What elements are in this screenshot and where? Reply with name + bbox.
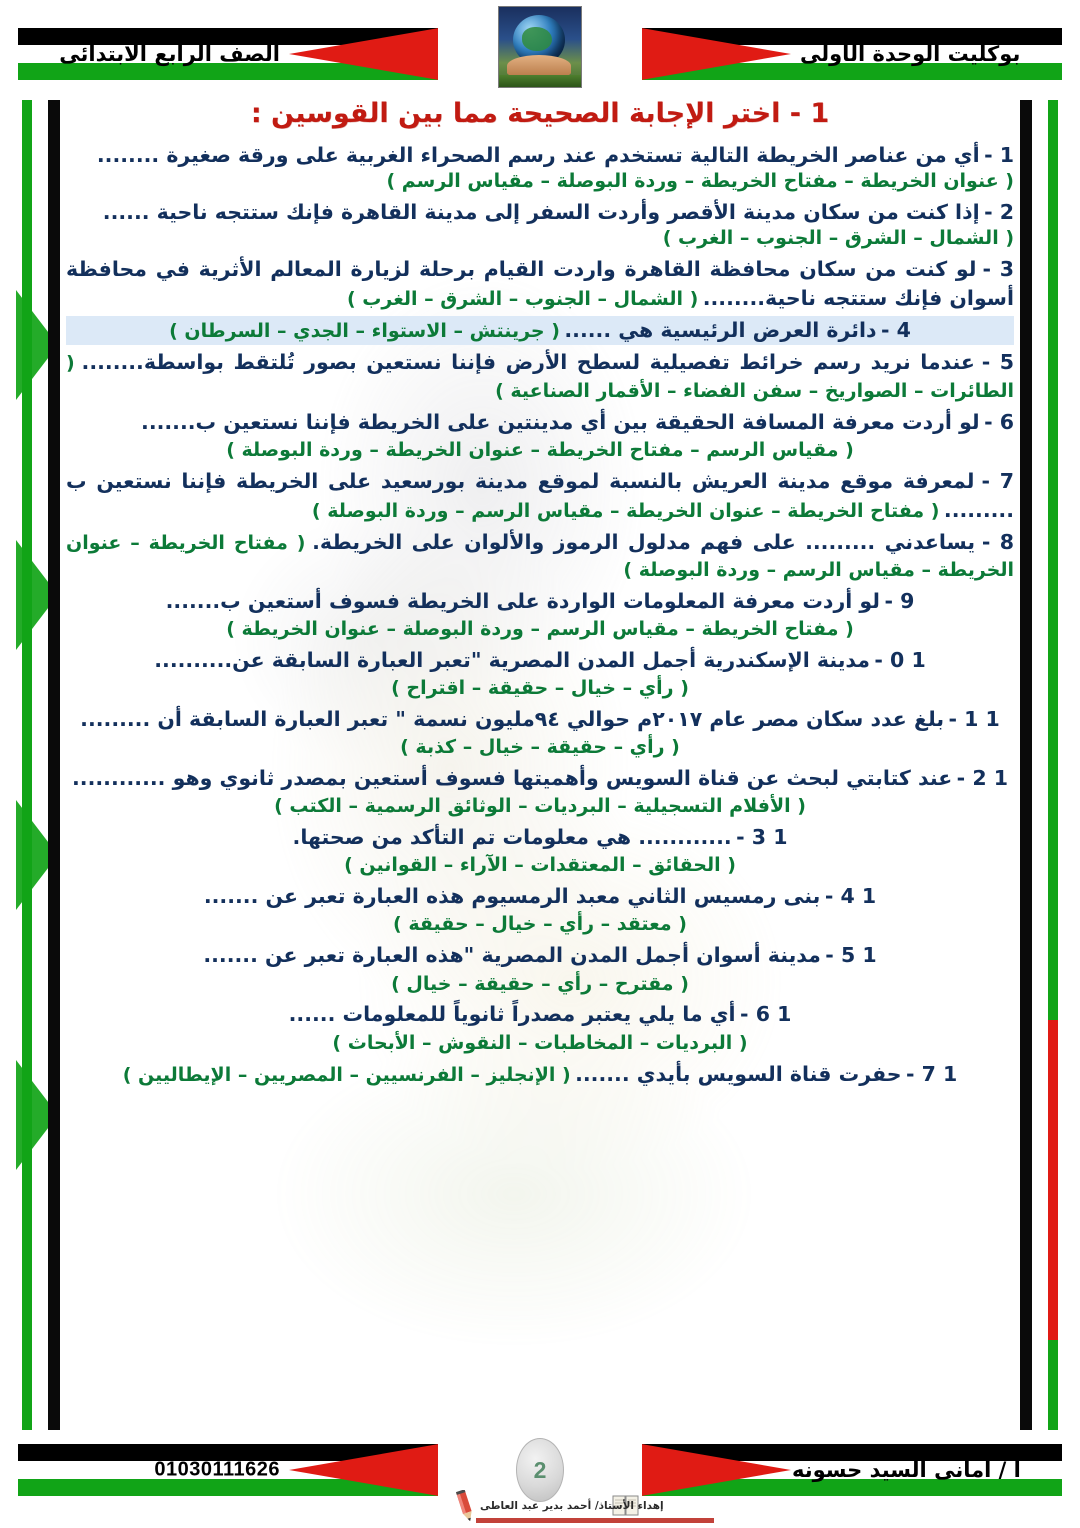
- flag-triangle-icon: [642, 1444, 791, 1496]
- question-number: 1 6 -: [740, 1002, 792, 1027]
- question-item: [66, 528, 1014, 584]
- question-options: ( الأفلام التسجيلية – البرديات – الوثائق الرسمية – الكتب ): [274, 795, 806, 818]
- question-options: ( مقترح – رأي – حقيقة – خيال ): [391, 972, 689, 995]
- question-text: أي من عناصر الخريطة التالية تستخدم عند رسم الصحراء الغربية على ورقة صغيرة ........: [96, 143, 980, 167]
- page-footer: [0, 1432, 1080, 1528]
- teacher-name: أ / أمانى السيد حسونه: [792, 1458, 1021, 1482]
- question-item: [66, 705, 1014, 761]
- question-text: حفرت قناة السويس بأيدي .......: [575, 1061, 902, 1086]
- question-options: ( مقياس الرسم – مفتاح الخريطة – عنوان الخريطة – وردة البوصلة ): [226, 438, 854, 461]
- wifi-icon: [604, 1464, 630, 1486]
- question-number: 1 1 -: [948, 707, 1000, 732]
- flag-triangle-icon: [289, 1444, 438, 1496]
- question-text: بنى رمسيس الثاني معبد الرمسيوم هذه العبارة تعبر عن .......: [203, 884, 821, 909]
- question-item: [66, 1000, 1014, 1056]
- question-text: بلغ عدد سكان مصر عام ٢٠١٧م حوالي ٩٤مليون نسمة " تعبر العبارة السابقة أن .........: [80, 707, 945, 732]
- question-options: ( الشمال – الجنوب – الشرق – الغرب ): [346, 288, 699, 311]
- question-options: ( الطائرات – الصواريخ – سفن الفضاء – الأقمار الصناعية ): [66, 352, 1014, 402]
- question-options: ( الشمال – الشرق – الجنوب – الغرب ): [662, 227, 1014, 250]
- frame-right-black-rail: [1020, 100, 1032, 1430]
- question-options: ( معتقد – رأي – خيال – حقيقة ): [393, 913, 687, 936]
- question-item: [66, 467, 1014, 525]
- question-text: دائرة العرض الرئيسية هي ......: [564, 318, 877, 343]
- question-text: لو كنت من سكان محافظة القاهرة واردت القيام برحلة لزيارة المعالم الأثرية في محافظة أسوان فإنك ستتجه ناحية........: [66, 257, 1014, 311]
- question-number: 7 -: [981, 468, 1014, 493]
- question-item: [66, 1060, 1014, 1089]
- question-text: مدينة الإسكندرية أجمل المدن المصرية "تعبر العبارة السابقة عن..........: [154, 648, 870, 673]
- question-number: 6 -: [984, 409, 1014, 434]
- frame-left-black-rail: [48, 100, 60, 1430]
- flag-triangle-icon: [642, 28, 791, 80]
- phone-number: 01030111626: [154, 1458, 280, 1481]
- hand-icon: [507, 55, 571, 77]
- question-text: عندما نريد رسم خرائط تفصيلية لسطح الأرض فإننا نستعين بصور تُلتقط بواسطة........: [81, 350, 975, 375]
- question-number: 4 -: [880, 318, 911, 343]
- booklet-flag-banner: [642, 28, 1062, 80]
- globe-in-hand-logo-icon: [498, 6, 582, 88]
- question-item: [66, 255, 1014, 313]
- dedication-text: إهداء الأستاذ/ أحمد بدير عبد العاطى: [480, 1500, 664, 1512]
- question-item: [66, 941, 1014, 997]
- question-text: إذا كنت من سكان مدينة الأقصر وأردت السفر إلى مدينة القاهرة فإنك ستتجه ناحية ......: [102, 200, 980, 225]
- grade-label: الصف الرابع الابتدائى: [59, 42, 280, 66]
- question-options: ( عنوان الخريطة – مفتاح الخريطة – وردة البوصلة – مقياس الرسم ): [386, 170, 1014, 193]
- question-options: ( الإنجليز – الفرنسيين – المصريين – الإيطاليين ): [122, 1063, 571, 1086]
- question-item: [66, 587, 1014, 643]
- question-number: 3 -: [982, 257, 1014, 282]
- question-item: [66, 348, 1014, 404]
- question-options: ( البرديات – المخاطبات – النقوش – الأبحاث ): [332, 1031, 748, 1054]
- question-options: ( جرينتش – الاستواء – الجدي – السرطان ): [169, 320, 560, 343]
- dedication-underline-bar: [476, 1518, 714, 1523]
- question-number: 8 -: [981, 529, 1015, 554]
- question-number: 5 -: [981, 350, 1015, 375]
- worksheet-content: [66, 98, 1014, 1092]
- question-item: [66, 764, 1014, 820]
- question-number: 1 0 -: [874, 648, 926, 673]
- section-title: 1 - اختر الإجابة الصحيحة مما بين القوسين :: [250, 98, 830, 129]
- question-item: [66, 823, 1014, 879]
- grade-flag-banner: [18, 28, 438, 80]
- page-header: [0, 0, 1080, 92]
- question-options: ( رأي – حقيقة – خيال – كذبة ): [400, 736, 680, 759]
- question-item: [66, 646, 1014, 702]
- question-options: ( مفتاح الخريطة – مقياس الرسم – وردة البوصلة – عنوان الخريطة ): [226, 618, 854, 641]
- grass-decoration: [499, 75, 581, 87]
- question-options: ( رأي – خيال – حقيقة – اقتراح ): [391, 677, 689, 700]
- question-text: أي ما يلي يعتبر مصدراً ثانوياً للمعلومات ......: [288, 1002, 736, 1027]
- question-number: 1 2 -: [956, 766, 1008, 791]
- question-text: عند كتابتي لبحث عن قناة السويس وأهميتها فسوف أستعين بمصدر ثانوي وهو ............: [72, 766, 953, 791]
- question-number: 9 -: [884, 588, 915, 613]
- question-number: 1 3 -: [736, 825, 788, 850]
- page-number-badge: 2: [516, 1438, 564, 1502]
- question-text: لو أردت معرفة المعلومات الواردة على الخريطة فسوف أستعين ب.......: [165, 588, 880, 613]
- question-number: 1 7 -: [905, 1061, 958, 1086]
- teacher-flag-banner: [642, 1444, 1062, 1496]
- frame-right-red-rail: [1048, 1020, 1058, 1340]
- flag-triangle-icon: [289, 28, 438, 80]
- question-text: لو أردت معرفة المسافة الحقيقة بين أي مدينتين على الخريطة فإننا نستعين ب.......: [141, 409, 980, 434]
- booklet-label: بوكليت الوحدة الأولى: [800, 42, 1021, 66]
- question-text: لمعرفة موقع مدينة العريش بالنسبة لموقع مدينة بورسعيد على الخريطة فإننا نستعين ب .........: [66, 468, 1014, 522]
- question-options: ( مفتاح الخريطة – عنوان الخريطة – مقياس الرسم – وردة البوصلة ): [311, 499, 940, 522]
- question-item: [66, 316, 1014, 345]
- question-text: يساعدني ......... على فهم مدلول الرموز والألوان على الخريطة.: [312, 529, 976, 554]
- pencil-icon: [452, 1490, 478, 1524]
- question-options: ( مفتاح الخريطة – عنوان الخريطة – مقياس الرسم – وردة البوصلة ): [66, 531, 1014, 581]
- question-text: مدينة أسوان أجمل المدن المصرية "هذه العبارة تعبر عن .......: [203, 943, 821, 968]
- question-list: [66, 141, 1014, 1089]
- question-number: 1 -: [984, 143, 1014, 167]
- frame-left-green-rail: [22, 100, 32, 1430]
- question-item: [66, 882, 1014, 938]
- question-text: ............ هي معلومات تم التأكد من صحتها.: [292, 825, 732, 850]
- question-number: 2 -: [984, 200, 1014, 225]
- question-item: [66, 408, 1014, 464]
- question-number: 1 5 -: [825, 943, 877, 968]
- question-options: ( الحقائق – المعتقدات – الآراء – القوانين ): [344, 854, 736, 877]
- question-number: 1 4 -: [824, 884, 877, 909]
- question-item: [66, 198, 1014, 252]
- phone-flag-banner: [18, 1444, 438, 1496]
- question-item: [66, 141, 1014, 195]
